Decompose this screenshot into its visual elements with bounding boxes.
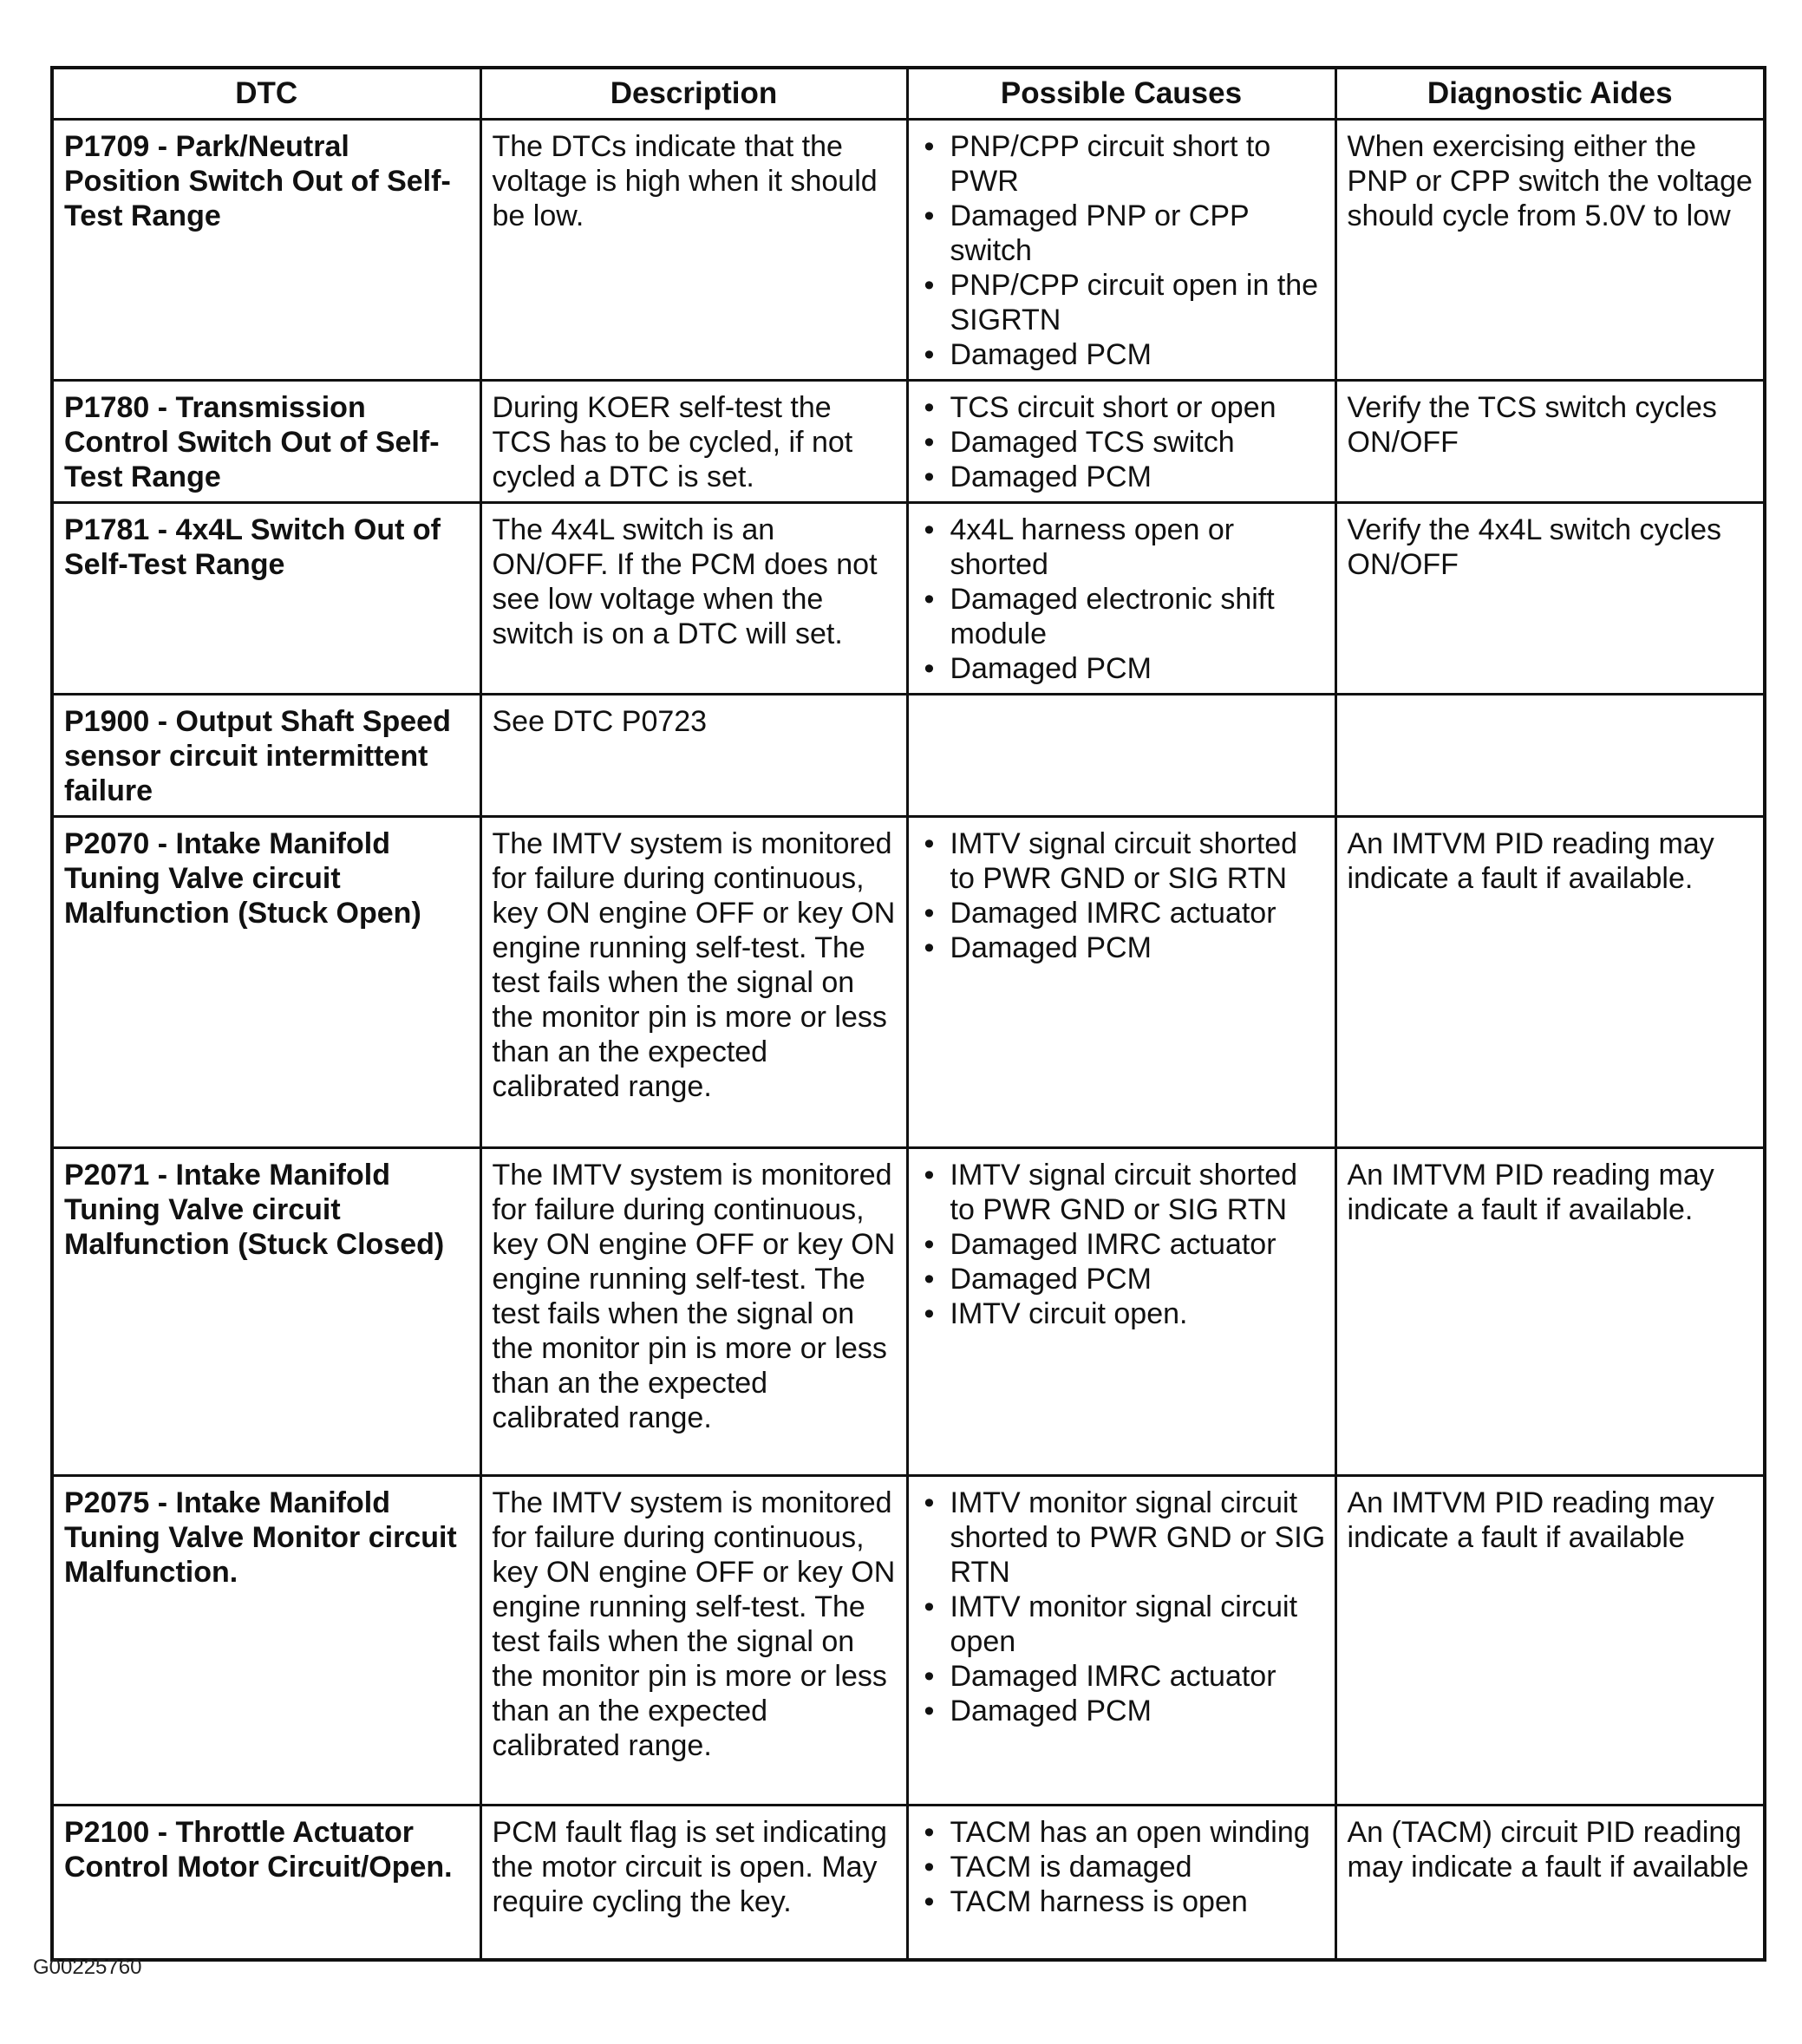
aides-cell: An (TACM) circuit PID reading may indicate a fault if available bbox=[1335, 1806, 1765, 1960]
cause-item: • TACM harness is open bbox=[919, 1884, 1326, 1919]
cause-item: • IMTV monitor signal circuit open bbox=[919, 1590, 1326, 1659]
cause-item: • Damaged PCM bbox=[919, 1694, 1326, 1728]
cause-item: • Damaged PCM bbox=[919, 931, 1326, 965]
aides-cell: When exercising either the PNP or CPP switch the voltage should cycle from 5.0V to low bbox=[1335, 120, 1765, 381]
table-row bbox=[52, 381, 1765, 503]
dtc-code-cell: P2100 - Throttle Actuator Control Motor Circuit/Open. bbox=[52, 1806, 480, 1960]
dtc-code-cell: P1781 - 4x4L Switch Out of Self-Test Range bbox=[52, 503, 480, 695]
cause-item: • Damaged PCM bbox=[919, 337, 1326, 372]
dtc-table bbox=[50, 66, 1766, 1962]
cause-item: • PNP/CPP circuit open in the SIGRTN bbox=[919, 268, 1326, 337]
description-cell: The DTCs indicate that the voltage is high when it should be low. bbox=[480, 120, 907, 381]
aides-cell: An IMTVM PID reading may indicate a fault if available. bbox=[1335, 1148, 1765, 1476]
description-cell: The 4x4L switch is an ON/OFF. If the PCM does not see low voltage when the switch is on a DTC will set. bbox=[480, 503, 907, 695]
causes-list bbox=[919, 1815, 1326, 1919]
header-description: Description bbox=[480, 68, 907, 120]
causes-cell bbox=[907, 503, 1335, 695]
header-diagnostic-aides: Diagnostic Aides bbox=[1335, 68, 1765, 120]
table-header-row bbox=[52, 68, 1765, 120]
cause-item: • 4x4L harness open or shorted bbox=[919, 513, 1326, 582]
causes-list bbox=[919, 1486, 1326, 1728]
aides-cell: Verify the TCS switch cycles ON/OFF bbox=[1335, 381, 1765, 503]
description-cell: See DTC P0723 bbox=[480, 695, 907, 817]
cause-item: • Damaged electronic shift module bbox=[919, 582, 1326, 651]
description-cell: The IMTV system is monitored for failure during continuous, key ON engine OFF or key ON engine running self-test. The test fails when the signal on the monitor pin is more or less than an the expected calibrated range. bbox=[480, 1148, 907, 1476]
causes-cell bbox=[907, 695, 1335, 817]
figure-id: G00225760 bbox=[33, 1956, 142, 1979]
causes-cell bbox=[907, 381, 1335, 503]
dtc-code-cell: P1780 - Transmission Control Switch Out of Self-Test Range bbox=[52, 381, 480, 503]
aides-cell bbox=[1335, 695, 1765, 817]
causes-list bbox=[919, 129, 1326, 372]
table-row bbox=[52, 1148, 1765, 1476]
dtc-code-cell: P2075 - Intake Manifold Tuning Valve Monitor circuit Malfunction. bbox=[52, 1476, 480, 1806]
causes-list bbox=[919, 513, 1326, 686]
cause-item: • IMTV signal circuit shorted to PWR GND or SIG RTN bbox=[919, 1158, 1326, 1227]
cause-item: • IMTV circuit open. bbox=[919, 1296, 1326, 1331]
description-cell: During KOER self-test the TCS has to be cycled, if not cycled a DTC is set. bbox=[480, 381, 907, 503]
table-row bbox=[52, 1806, 1765, 1960]
causes-list bbox=[919, 826, 1326, 965]
dtc-code-cell: P1900 - Output Shaft Speed sensor circuit intermittent failure bbox=[52, 695, 480, 817]
cause-item: • PNP/CPP circuit short to PWR bbox=[919, 129, 1326, 199]
causes-list bbox=[919, 1158, 1326, 1331]
description-cell: PCM fault flag is set indicating the motor circuit is open. May require cycling the key. bbox=[480, 1806, 907, 1960]
header-dtc: DTC bbox=[52, 68, 480, 120]
dtc-code-cell: P1709 - Park/Neutral Position Switch Out of Self-Test Range bbox=[52, 120, 480, 381]
table-row bbox=[52, 503, 1765, 695]
cause-item: • Damaged TCS switch bbox=[919, 425, 1326, 460]
cause-item: • Damaged IMRC actuator bbox=[919, 896, 1326, 931]
table-row bbox=[52, 817, 1765, 1148]
cause-item: • Damaged PCM bbox=[919, 460, 1326, 494]
dtc-code-cell: P2071 - Intake Manifold Tuning Valve circuit Malfunction (Stuck Closed) bbox=[52, 1148, 480, 1476]
cause-item: • TACM has an open winding bbox=[919, 1815, 1326, 1850]
aides-cell: An IMTVM PID reading may indicate a fault if available bbox=[1335, 1476, 1765, 1806]
causes-list bbox=[919, 390, 1326, 494]
causes-cell bbox=[907, 817, 1335, 1148]
cause-item: • IMTV signal circuit shorted to PWR GND or SIG RTN bbox=[919, 826, 1326, 896]
cause-item: • Damaged IMRC actuator bbox=[919, 1659, 1326, 1694]
aides-cell: An IMTVM PID reading may indicate a fault if available. bbox=[1335, 817, 1765, 1148]
table-row bbox=[52, 1476, 1765, 1806]
causes-cell bbox=[907, 1806, 1335, 1960]
table-row bbox=[52, 695, 1765, 817]
dtc-code-cell: P2070 - Intake Manifold Tuning Valve circuit Malfunction (Stuck Open) bbox=[52, 817, 480, 1148]
cause-item: • TCS circuit short or open bbox=[919, 390, 1326, 425]
cause-item: • Damaged PCM bbox=[919, 651, 1326, 686]
cause-item: • IMTV monitor signal circuit shorted to PWR GND or SIG RTN bbox=[919, 1486, 1326, 1590]
causes-cell bbox=[907, 1476, 1335, 1806]
description-cell: The IMTV system is monitored for failure during continuous, key ON engine OFF or key ON engine running self-test. The test fails when the signal on the monitor pin is more or less than an the expected calibrated range. bbox=[480, 817, 907, 1148]
cause-item: • Damaged PCM bbox=[919, 1262, 1326, 1296]
cause-item: • TACM is damaged bbox=[919, 1850, 1326, 1884]
causes-cell bbox=[907, 1148, 1335, 1476]
table-row bbox=[52, 120, 1765, 381]
aides-cell: Verify the 4x4L switch cycles ON/OFF bbox=[1335, 503, 1765, 695]
header-possible-causes: Possible Causes bbox=[907, 68, 1335, 120]
cause-item: • Damaged PNP or CPP switch bbox=[919, 199, 1326, 268]
cause-item: • Damaged IMRC actuator bbox=[919, 1227, 1326, 1262]
causes-cell bbox=[907, 120, 1335, 381]
description-cell: The IMTV system is monitored for failure during continuous, key ON engine OFF or key ON engine running self-test. The test fails when the signal on the monitor pin is more or less than an the expected calibrated range. bbox=[480, 1476, 907, 1806]
